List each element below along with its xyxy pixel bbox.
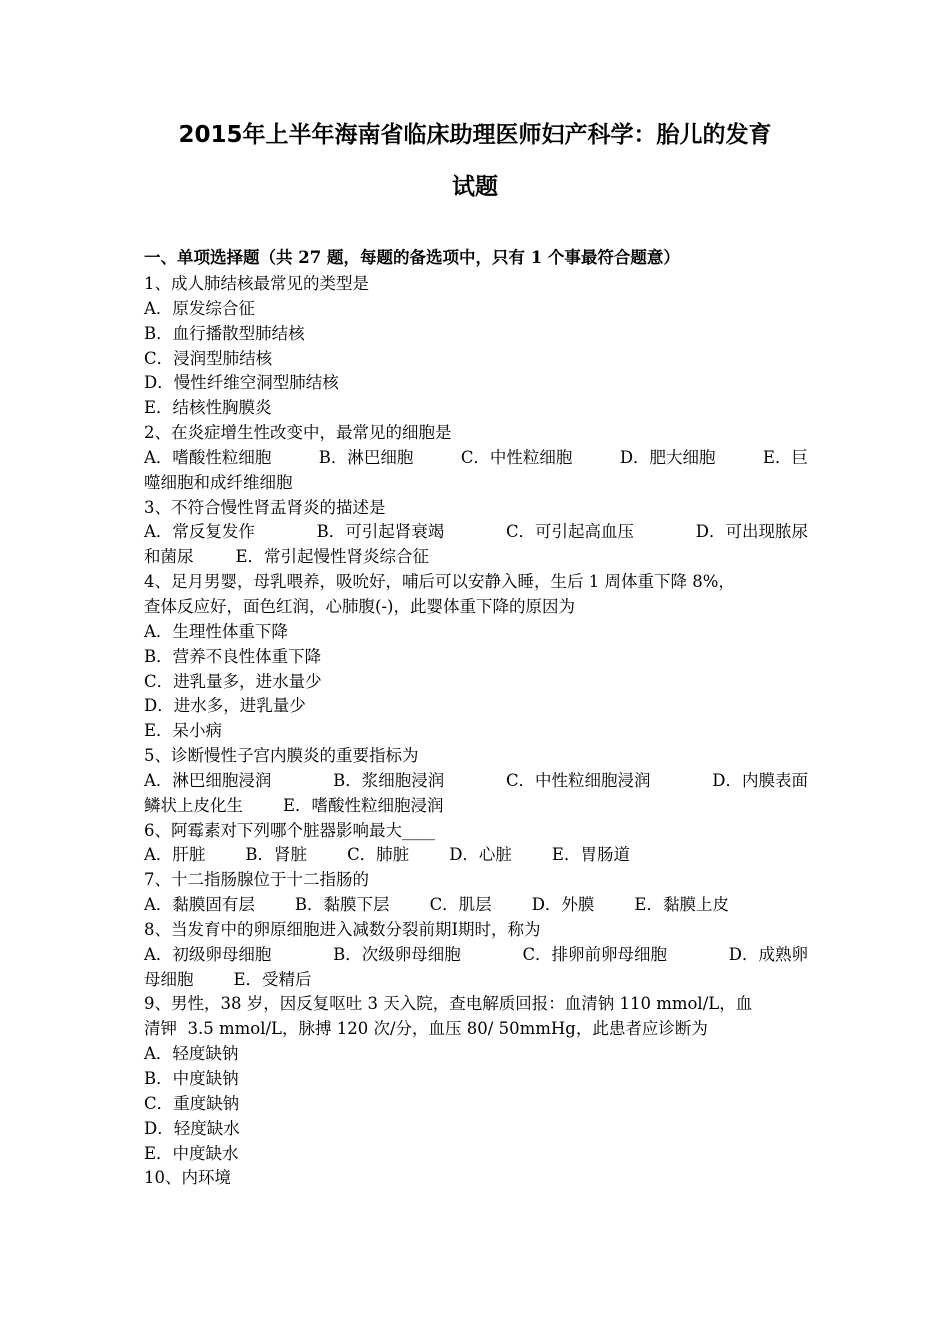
option-row [144, 545, 808, 570]
option-c: C．进乳量多，进水量少 [144, 671, 322, 691]
option-e: E．常引起慢性肾炎综合征 [235, 547, 430, 567]
option-e: E．胃肠道 [551, 845, 630, 865]
option-e: E．黏膜上皮 [634, 895, 729, 915]
option-a: A．常反复发作 [144, 522, 255, 542]
option-b: B．中度缺钠 [144, 1069, 239, 1088]
option-row [144, 968, 808, 993]
option-e: E．中度缺水 [144, 1143, 239, 1163]
option-d: D．进水多，进乳量少 [144, 696, 306, 716]
option-b: B．黏膜下层 [294, 895, 390, 915]
option-row [144, 893, 808, 918]
document-title-line2: 试题 [452, 174, 498, 200]
section-header: 一、单项选择题（共 27 题，每题的备选项中，只有 1 个事最符合题意） [144, 248, 680, 267]
option-c: C．浸润型肺结核 [144, 348, 273, 368]
option-a: A．原发综合征 [144, 298, 255, 318]
question-stem: 2、在炎症增生性改变中，最常见的细胞是 [144, 423, 452, 443]
question-list [144, 272, 808, 1191]
option-d: D．内膜表面 [712, 770, 808, 790]
option-c: C．中性粒细胞 [460, 447, 573, 467]
question-stem: 4、足月男婴，母乳喂养，吸吮好，哺后可以安静入睡，生后 1 周体重下降 8%， [144, 572, 735, 592]
option-e: E．呆小病 [144, 721, 223, 741]
option-row [144, 446, 808, 471]
question-stem: 7、十二指肠腺位于十二指肠的 [144, 870, 369, 890]
option-b: B．营养不良性体重下降 [144, 646, 322, 666]
option-e: E．巨 [762, 447, 808, 467]
question-stem: 10、内环境 [144, 1168, 231, 1188]
option-e: E．受精后 [233, 969, 312, 989]
option-a: A．嗜酸性粒细胞 [144, 447, 272, 467]
option-d: D．成熟卵 [728, 944, 808, 964]
question-stem-continued: 查体反应好，面色红润，心肺腹(-)，此婴体重下降的原因为 [144, 596, 575, 616]
question-stem-continued: 清钾 3.5 mmol/L，脉搏 120 次/分，血压 80/ 50mmHg，此患者应诊断为 [144, 1019, 708, 1039]
option-row [144, 769, 808, 794]
question-stem: 1、成人肺结核最常见的类型是 [144, 274, 369, 293]
option-d: D．肥大细胞 [619, 447, 716, 467]
question-stem: 6、阿霉素对下列哪个脏器影响最大____ [144, 820, 435, 840]
option-c: C．可引起高血压 [505, 522, 635, 542]
option-a: A．轻度缺钠 [144, 1044, 239, 1064]
document-title: 2015年上半年海南省临床助理医师妇产科学：胎儿的发育 [178, 122, 772, 148]
option-row [144, 843, 808, 868]
option-c: C．排卵前卵母细胞 [522, 944, 668, 964]
option-row [144, 943, 808, 968]
option-e-continued: 噬细胞和成纤维细胞 [144, 472, 293, 492]
option-c: C．肺脏 [347, 845, 410, 865]
option-c: C．重度缺钠 [144, 1093, 240, 1113]
option-d: D．轻度缺水 [144, 1118, 240, 1138]
option-b: B．肾脏 [245, 845, 308, 865]
question-stem: 5、诊断慢性子宫内膜炎的重要指标为 [144, 746, 419, 766]
option-b: B．淋巴细胞 [318, 447, 414, 467]
option-a: A．淋巴细胞浸润 [144, 770, 272, 790]
question-stem: 3、不符合慢性肾盂肾炎的描述是 [144, 497, 386, 517]
question-stem: 8、当发育中的卵原细胞进入减数分裂前期Ⅰ期时，称为 [144, 919, 541, 939]
option-c: C．中性粒细胞浸润 [505, 770, 651, 790]
option-b: B．血行播散型肺结核 [144, 323, 305, 343]
option-d: D．慢性纤维空洞型肺结核 [144, 373, 339, 393]
option-d: D．外膜 [531, 895, 595, 915]
option-e: E．嗜酸性粒细胞浸润 [283, 795, 444, 815]
option-row [144, 520, 808, 545]
option-d-continued: 和菌尿 [144, 547, 194, 567]
option-d-continued: 鳞状上皮化生 [144, 795, 243, 815]
option-a: A．生理性体重下降 [144, 621, 288, 641]
option-row [144, 794, 808, 819]
option-d-continued: 母细胞 [144, 969, 194, 989]
question-stem: 9、男性，38 岁，因反复呕吐 3 天入院，查电解质回报：血清钠 110 mmol/L，血 [144, 994, 753, 1014]
option-d: D．可出现脓尿 [695, 522, 808, 542]
option-b: B．可引起肾衰竭 [316, 522, 445, 542]
option-d: D．心脏 [449, 845, 512, 865]
option-c: C．肌层 [429, 895, 492, 915]
option-b: B．次级卵母细胞 [333, 944, 461, 964]
option-a: A．肝脏 [144, 845, 206, 865]
option-a: A．初级卵母细胞 [144, 944, 272, 964]
option-e: E．结核性胸膜炎 [144, 398, 272, 418]
option-a: A．黏膜固有层 [144, 895, 255, 915]
option-b: B．浆细胞浸润 [333, 770, 445, 790]
